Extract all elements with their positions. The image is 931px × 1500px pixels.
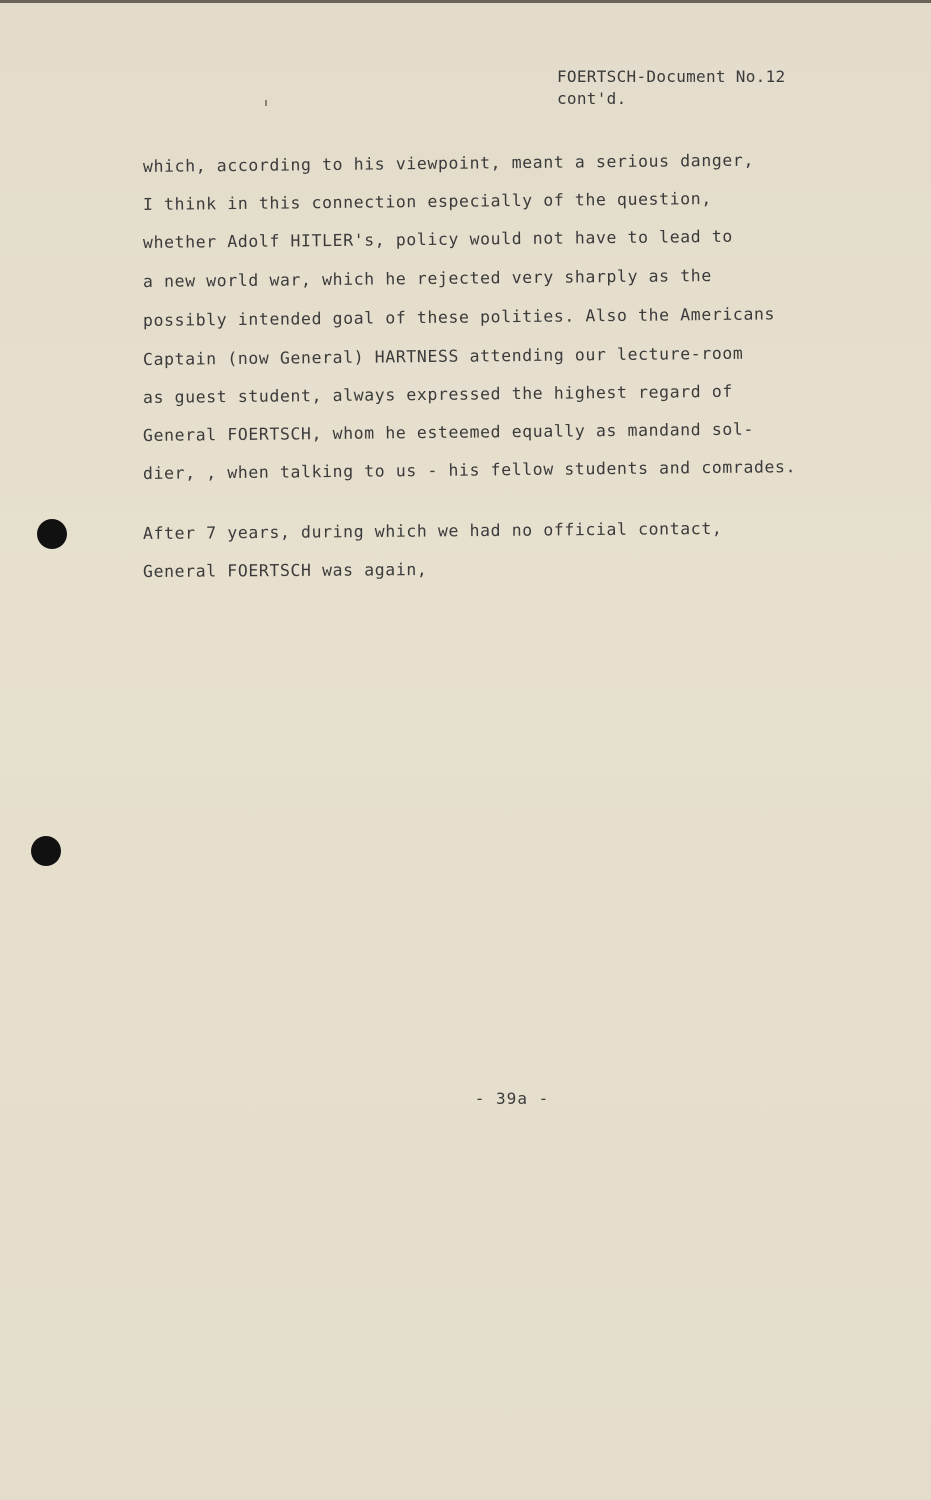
body-line-4: a new world war, which he rejected very sharply as the xyxy=(142,266,712,291)
body-line-3: whether Adolf HITLER's, policy would not have to lead to xyxy=(142,226,733,252)
body-line-8: General FOERTSCH, whom he esteemed equally as mandand sol- xyxy=(142,419,755,445)
body-line-11: General FOERTSCH was again, xyxy=(142,560,428,581)
header-title: FOERTSCH-Document No.12 xyxy=(557,67,786,86)
body-line-7: as guest student, always expressed the highest regard of xyxy=(142,381,733,407)
page-top-edge xyxy=(0,0,931,3)
body-line-2: I think in this connection especially of the question, xyxy=(142,189,712,214)
body-line-6: Captain (now General) HARTNESS attending our lecture-room xyxy=(142,343,744,369)
page-number: - 39a - xyxy=(474,1089,550,1108)
header-continued: cont'd. xyxy=(557,89,627,108)
body-line-5: possibly intended goal of these polities. Also the Americans xyxy=(142,304,776,330)
body-line-1: which, according to his viewpoint, meant a serious danger, xyxy=(142,150,755,176)
punch-hole-upper xyxy=(37,519,67,549)
body-line-9: dier, , when talking to us - his fellow students and comrades. xyxy=(142,457,797,483)
paper-speck xyxy=(265,100,267,106)
body-line-10: After 7 years, during which we had no official contact, xyxy=(142,518,723,543)
punch-hole-lower xyxy=(31,836,61,866)
document-header xyxy=(557,66,785,110)
